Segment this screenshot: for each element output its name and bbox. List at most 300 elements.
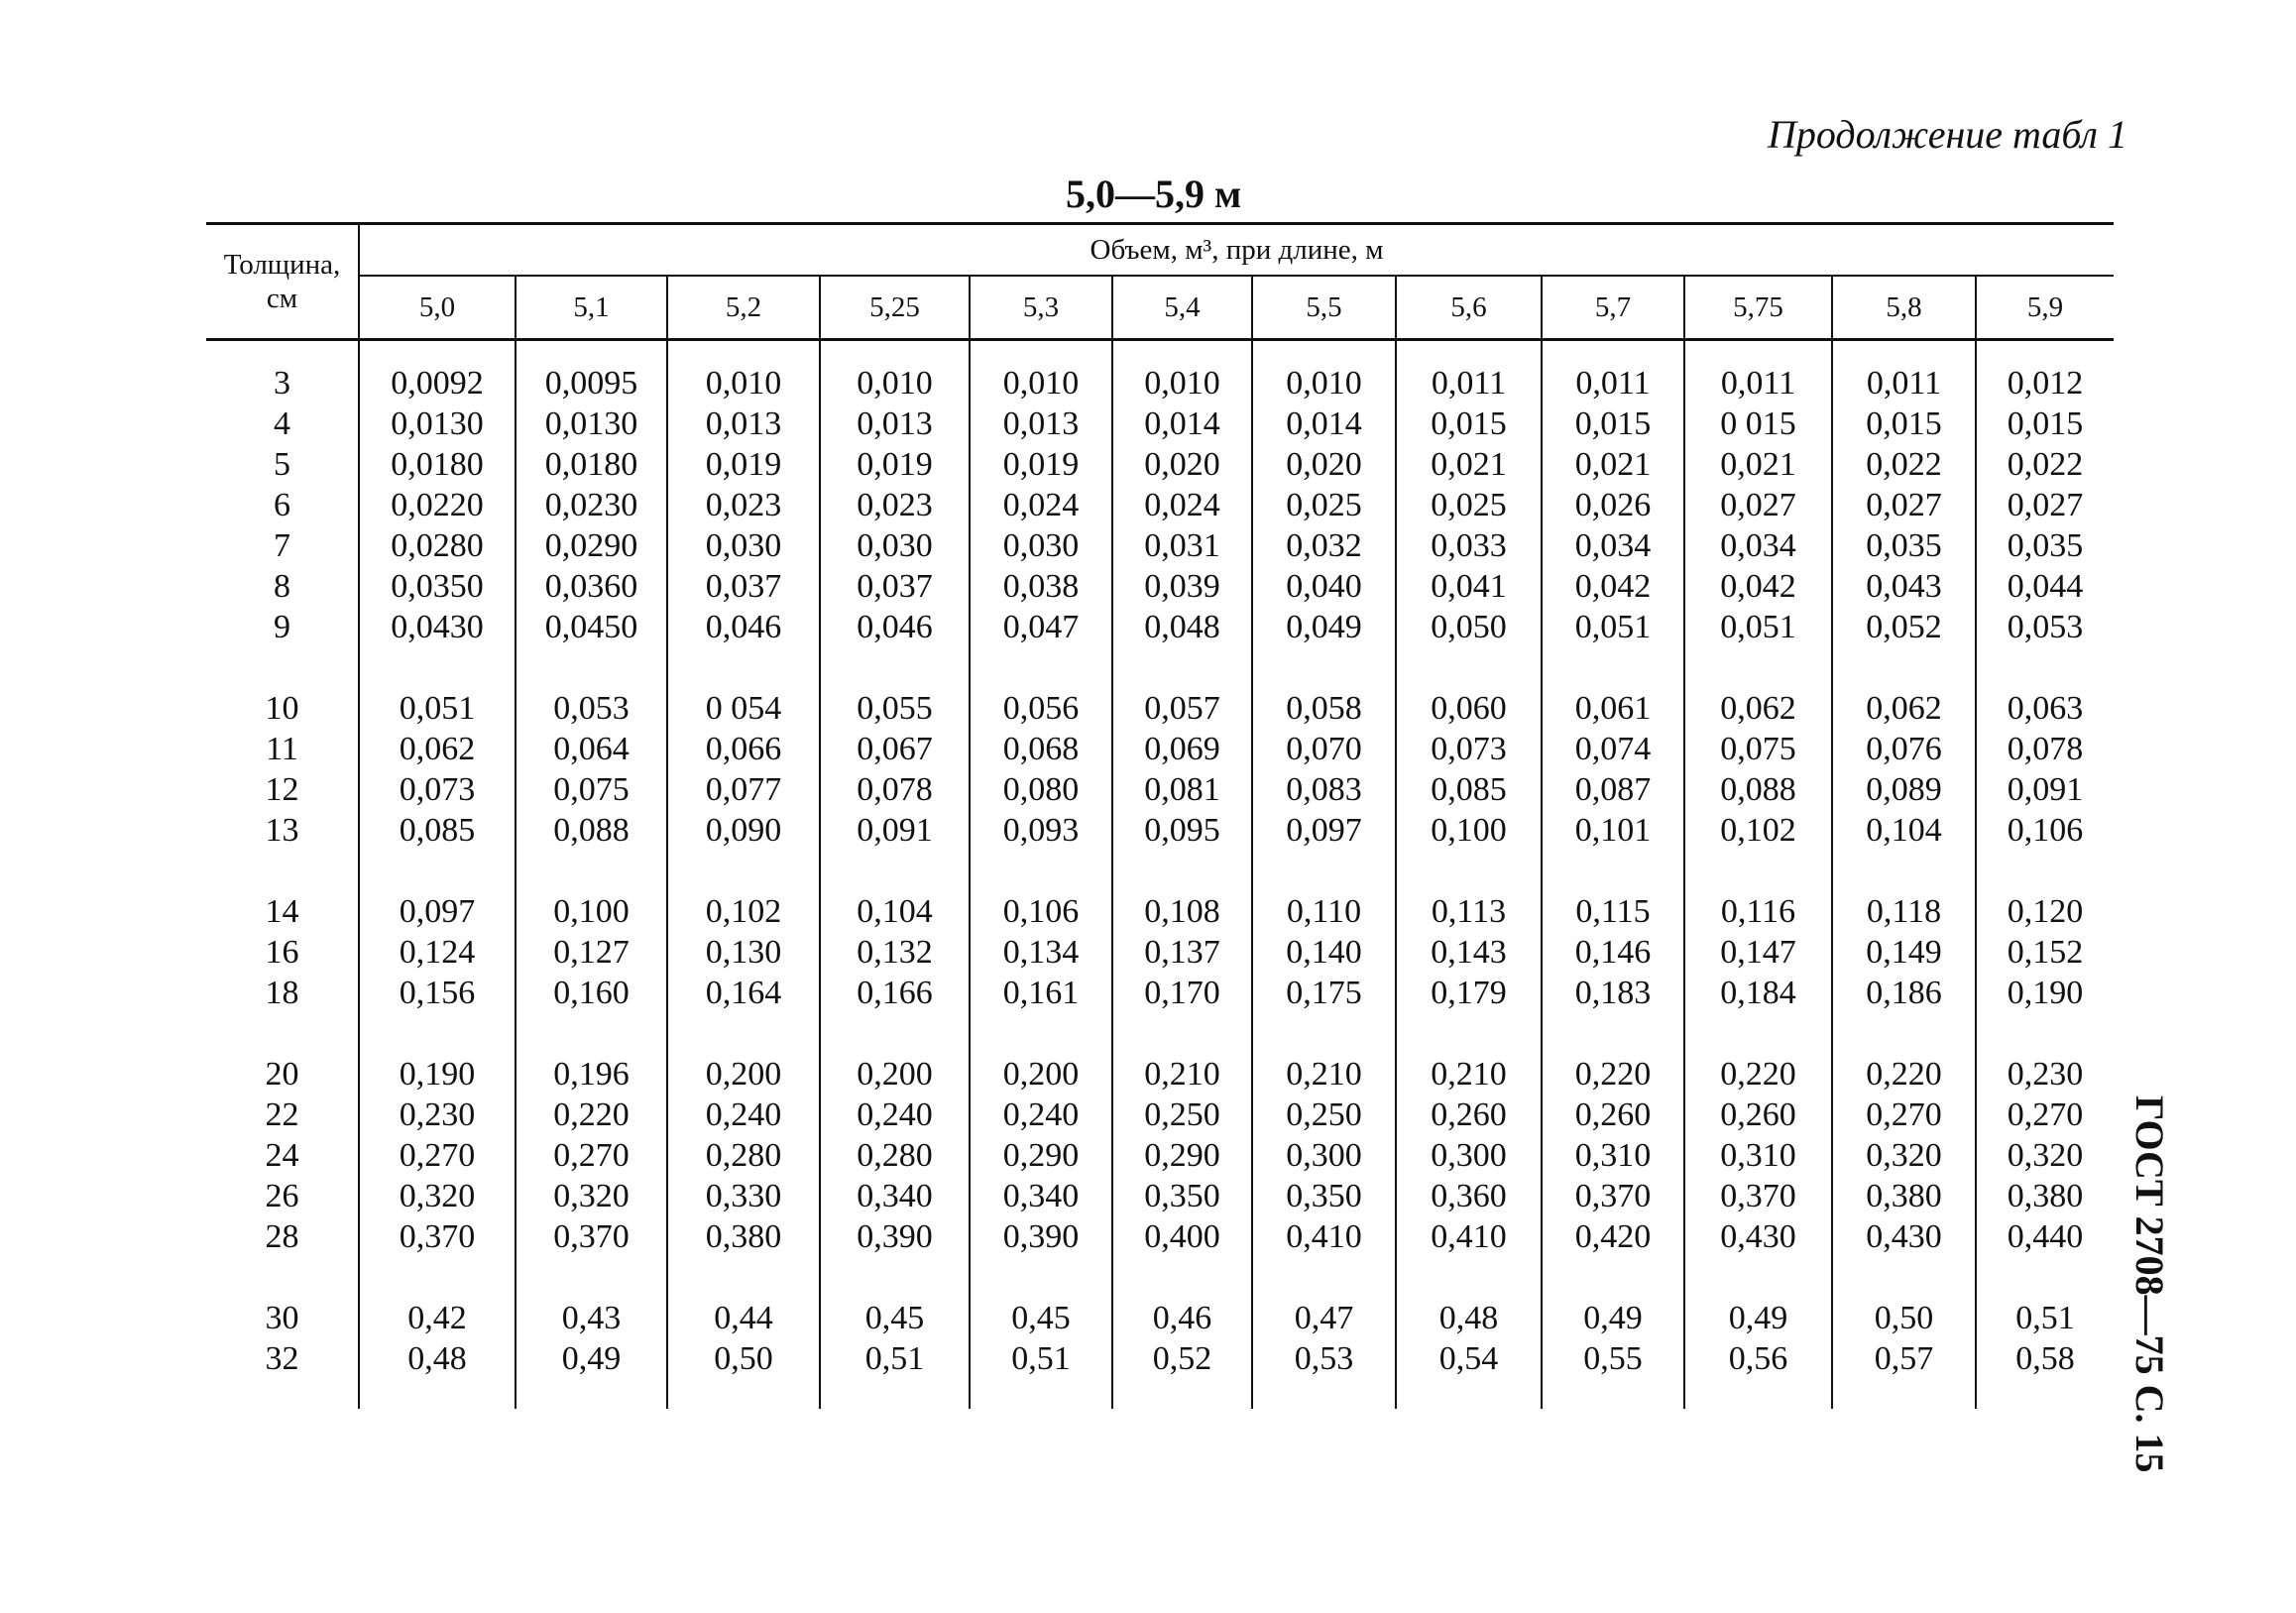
spacer-cell [1684, 1379, 1832, 1409]
volume-cell: 0,078 [820, 769, 970, 810]
volume-cell: 0,062 [1832, 688, 1976, 729]
volume-cell: 0,175 [1252, 973, 1396, 1013]
volume-cell: 0,52 [1112, 1338, 1252, 1379]
table-row [206, 1176, 2114, 1216]
thickness-cell: 20 [206, 1054, 359, 1095]
spacer-cell [1112, 647, 1252, 688]
volume-cell: 0,011 [1396, 363, 1542, 403]
length-header-cell: 5,25 [820, 276, 970, 340]
volume-cell: 0,149 [1832, 932, 1976, 973]
volume-cell: 0,067 [820, 729, 970, 769]
spacer-cell [970, 1379, 1112, 1409]
volume-cell: 0,081 [1112, 769, 1252, 810]
volume-cell: 0,120 [2007, 892, 2084, 930]
spacer-cell [970, 647, 1112, 688]
volume-cell: 0,160 [516, 973, 667, 1013]
volume-cell: 0,0220 [359, 485, 516, 525]
volume-cell: 0,021 [1542, 444, 1684, 485]
volume-cell: 0,46 [1112, 1298, 1252, 1338]
volume-cell: 0,280 [820, 1135, 970, 1176]
thickness-header: Толщина, см [206, 224, 359, 340]
volume-cell: 0,076 [1832, 729, 1976, 769]
volume-cell: 0,183 [1542, 973, 1684, 1013]
volume-cell: 0,080 [970, 769, 1112, 810]
volume-cell: 0,063 [2007, 689, 2084, 727]
volume-cell: 0,030 [820, 525, 970, 566]
volume-cell: 0,0230 [516, 485, 667, 525]
volume-cell: 0,340 [820, 1176, 970, 1216]
volume-cell: 0,161 [970, 973, 1112, 1013]
volume-cell: 0,200 [667, 1054, 820, 1095]
volume-cell: 0,053 [2007, 608, 2084, 645]
volume-cell: 0,038 [970, 566, 1112, 607]
thickness-cell: 8 [206, 566, 359, 607]
spacer-row [206, 647, 2114, 688]
volume-cell: 0,039 [1112, 566, 1252, 607]
spacer-cell [359, 340, 516, 364]
volume-cell: 0,058 [1252, 688, 1396, 729]
volume-cell: 0,024 [970, 485, 1112, 525]
volume-cell: 0,020 [1252, 444, 1396, 485]
spacer-cell [1112, 1379, 1252, 1409]
spacer-cell [1684, 647, 1832, 688]
volume-cell: 0,052 [1832, 607, 1976, 647]
volume-cell: 0,034 [1542, 525, 1684, 566]
thickness-cell: 10 [206, 688, 359, 729]
spacer-cell [667, 851, 820, 891]
volume-cell: 0,097 [359, 891, 516, 932]
spacer-cell [516, 340, 667, 364]
table-row [206, 810, 2114, 851]
volume-cell: 0,48 [359, 1338, 516, 1379]
spacer-cell [359, 1013, 516, 1054]
volume-cell: 0,240 [820, 1095, 970, 1135]
volume-cell: 0,010 [970, 363, 1112, 403]
volume-cell: 0,430 [1832, 1216, 1976, 1257]
volume-cell: 0,48 [1396, 1298, 1542, 1338]
volume-cell: 0,370 [359, 1216, 516, 1257]
volume-cell: 0,270 [516, 1135, 667, 1176]
volume-cell: 0,179 [1396, 973, 1542, 1013]
volume-cell: 0,200 [820, 1054, 970, 1095]
volume-cell: 0,021 [1684, 444, 1832, 485]
volume-cell: 0,54 [1396, 1338, 1542, 1379]
length-header-cell: 5,1 [516, 276, 667, 340]
volume-cell: 0,051 [359, 688, 516, 729]
table-row [206, 403, 2114, 444]
volume-cell: 0,196 [516, 1054, 667, 1095]
length-header-cell: 5,8 [1832, 276, 1976, 340]
spacer-row [206, 851, 2114, 891]
volume-cell: 0,051 [1684, 607, 1832, 647]
volume-cell: 0,0095 [516, 363, 667, 403]
volume-cell: 0,132 [820, 932, 970, 973]
volume-cell: 0,44 [667, 1298, 820, 1338]
volume-cell: 0,035 [1832, 525, 1976, 566]
volume-cell: 0,55 [1542, 1338, 1684, 1379]
spacer-cell [1542, 340, 1684, 364]
spacer-cell [206, 340, 359, 364]
volume-cell: 0,093 [970, 810, 1112, 851]
volume-cell: 0,0130 [359, 403, 516, 444]
length-header-cell: 5,75 [1684, 276, 1832, 340]
volume-header-text: Объем, м³, при длине, м [1090, 233, 1384, 266]
spacer-row [206, 1013, 2114, 1054]
volume-cell: 0,110 [1252, 891, 1396, 932]
volume-cell: 0,095 [1112, 810, 1252, 851]
volume-cell: 0,089 [1832, 769, 1976, 810]
volume-cell: 0,025 [1396, 485, 1542, 525]
volume-cell: 0,240 [970, 1095, 1112, 1135]
table-row [206, 1338, 2114, 1379]
volume-cell: 0,51 [2015, 1299, 2075, 1336]
spacer-cell [820, 1379, 970, 1409]
volume-cell: 0,118 [1832, 891, 1976, 932]
length-header-cell: 5,4 [1112, 276, 1252, 340]
volume-cell: 0,440 [2007, 1217, 2084, 1255]
volume-cell: 0,011 [1542, 363, 1684, 403]
volume-cell: 0,087 [1542, 769, 1684, 810]
volume-cell: 0,085 [359, 810, 516, 851]
volume-cell: 0,47 [1252, 1298, 1396, 1338]
thickness-cell: 18 [206, 973, 359, 1013]
volume-cell: 0,013 [970, 403, 1112, 444]
volume-cell: 0,037 [667, 566, 820, 607]
volume-cell: 0,43 [516, 1298, 667, 1338]
spacer-cell [1396, 1379, 1542, 1409]
volume-cell: 0,027 [1684, 485, 1832, 525]
volume-cell: 0,410 [1252, 1216, 1396, 1257]
thickness-cell: 13 [206, 810, 359, 851]
spacer-cell [1396, 647, 1542, 688]
thickness-cell: 28 [206, 1216, 359, 1257]
volume-cell: 0,200 [970, 1054, 1112, 1095]
volume-cell: 0,034 [1684, 525, 1832, 566]
thickness-cell: 24 [206, 1135, 359, 1176]
document-side-label: ГОСТ 2708—75 С. 15 [2127, 1095, 2172, 1473]
volume-cell: 0,220 [1684, 1054, 1832, 1095]
volume-cell: 0,220 [516, 1095, 667, 1135]
volume-cell: 0,270 [1832, 1095, 1976, 1135]
spacer-cell [206, 1013, 359, 1054]
spacer-cell [667, 340, 820, 364]
volume-cell: 0,45 [820, 1298, 970, 1338]
volume-cell: 0,380 [2007, 1177, 2084, 1214]
volume-cell: 0,075 [516, 769, 667, 810]
spacer-cell [1542, 647, 1684, 688]
spacer-cell [1112, 1013, 1252, 1054]
volume-cell: 0,010 [1252, 363, 1396, 403]
thickness-cell: 7 [206, 525, 359, 566]
volume-cell: 0,340 [970, 1176, 1112, 1216]
spacer-row [206, 340, 2114, 364]
volume-cell: 0,220 [1542, 1054, 1684, 1095]
length-header-cell: 5,7 [1542, 276, 1684, 340]
spacer-cell [970, 1013, 1112, 1054]
volume-cell: 0,013 [667, 403, 820, 444]
spacer-cell [1396, 1013, 1542, 1054]
volume-cell: 0,100 [516, 891, 667, 932]
volume-cell: 0,088 [1684, 769, 1832, 810]
volume-cell: 0,0290 [516, 525, 667, 566]
volume-cell: 0,042 [1542, 566, 1684, 607]
volume-cell: 0,022 [2007, 445, 2084, 483]
volume-cell: 0,210 [1396, 1054, 1542, 1095]
volume-cell: 0,0180 [359, 444, 516, 485]
spacer-cell [1976, 851, 2114, 891]
spacer-cell [1542, 851, 1684, 891]
volume-cell: 0,320 [1832, 1135, 1976, 1176]
volume-cell: 0 015 [1684, 403, 1832, 444]
volume-cell: 0,280 [667, 1135, 820, 1176]
volume-cell: 0,320 [359, 1176, 516, 1216]
volume-cell: 0,140 [1252, 932, 1396, 973]
volume-cell: 0,032 [1252, 525, 1396, 566]
volume-cell: 0,57 [1832, 1338, 1976, 1379]
volume-cell: 0,062 [1684, 688, 1832, 729]
spacer-cell [820, 647, 970, 688]
volume-cell: 0,073 [359, 769, 516, 810]
volume-cell: 0,0130 [516, 403, 667, 444]
volume-cell: 0,022 [1832, 444, 1976, 485]
table-row [206, 932, 2114, 973]
volume-cell: 0,166 [820, 973, 970, 1013]
spacer-row [206, 1257, 2114, 1298]
spacer-cell [206, 1379, 359, 1409]
volume-cell: 0,260 [1396, 1095, 1542, 1135]
volume-cell: 0,320 [516, 1176, 667, 1216]
volume-cell: 0,025 [1252, 485, 1396, 525]
volume-cell: 0,240 [667, 1095, 820, 1135]
table-row [206, 363, 2114, 403]
volume-cell: 0,010 [667, 363, 820, 403]
volume-cell: 0,041 [1396, 566, 1542, 607]
volume-cell: 0,035 [2007, 526, 2084, 564]
volume-cell: 0,019 [970, 444, 1112, 485]
spacer-row [206, 1379, 2114, 1409]
spacer-cell [820, 1013, 970, 1054]
volume-cell: 0,115 [1542, 891, 1684, 932]
volume-cell: 0,260 [1684, 1095, 1832, 1135]
volume-cell: 0,062 [359, 729, 516, 769]
volume-cell: 0,370 [1542, 1176, 1684, 1216]
volume-cell: 0,015 [1832, 403, 1976, 444]
volume-cell: 0,091 [2007, 770, 2084, 808]
spacer-cell [1832, 647, 1976, 688]
spacer-cell [1396, 1257, 1542, 1298]
spacer-cell [1112, 851, 1252, 891]
volume-cell: 0,031 [1112, 525, 1252, 566]
length-header-row [206, 276, 2114, 340]
volume-cell: 0,023 [820, 485, 970, 525]
spacer-cell [1252, 851, 1396, 891]
volume-cell: 0,45 [970, 1298, 1112, 1338]
table-row [206, 607, 2114, 647]
volume-cell: 0,030 [970, 525, 1112, 566]
spacer-cell [1252, 1257, 1396, 1298]
spacer-cell [1542, 1013, 1684, 1054]
thickness-cell: 4 [206, 403, 359, 444]
volume-cell: 0,53 [1252, 1338, 1396, 1379]
volume-cell: 0,049 [1252, 607, 1396, 647]
volume-cell: 0,051 [1542, 607, 1684, 647]
volume-cell: 0,075 [1684, 729, 1832, 769]
spacer-cell [1976, 340, 2114, 364]
volume-cell: 0,184 [1684, 973, 1832, 1013]
volume-cell: 0,013 [820, 403, 970, 444]
volume-cell: 0,014 [1252, 403, 1396, 444]
thickness-cell: 30 [206, 1298, 359, 1338]
table-row [206, 1135, 2114, 1176]
volume-cell: 0,190 [359, 1054, 516, 1095]
spacer-cell [1542, 1379, 1684, 1409]
volume-cell: 0,014 [1112, 403, 1252, 444]
volume-cell: 0,0430 [359, 607, 516, 647]
volume-cell: 0,51 [820, 1338, 970, 1379]
spacer-cell [970, 1257, 1112, 1298]
volume-cell: 0,230 [2007, 1055, 2084, 1093]
spacer-cell [1684, 1257, 1832, 1298]
table-row [206, 566, 2114, 607]
volume-cell: 0,380 [667, 1216, 820, 1257]
volume-cell: 0,073 [1396, 729, 1542, 769]
volume-cell: 0,011 [1832, 363, 1976, 403]
volume-cell: 0,0180 [516, 444, 667, 485]
volume-cell: 0,310 [1542, 1135, 1684, 1176]
volume-cell: 0,400 [1112, 1216, 1252, 1257]
thickness-cell: 3 [206, 363, 359, 403]
thickness-cell: 32 [206, 1338, 359, 1379]
volume-cell: 0,066 [667, 729, 820, 769]
volume-table [206, 222, 2114, 1409]
spacer-cell [970, 340, 1112, 364]
spacer-cell [359, 1379, 516, 1409]
thickness-cell: 14 [206, 891, 359, 932]
volume-cell: 0,090 [667, 810, 820, 851]
volume-cell: 0,106 [2007, 811, 2084, 849]
volume-cell: 0,015 [1396, 403, 1542, 444]
volume-cell: 0,164 [667, 973, 820, 1013]
volume-cell: 0,106 [970, 891, 1112, 932]
volume-cell: 0,050 [1396, 607, 1542, 647]
volume-cell: 0,360 [1396, 1176, 1542, 1216]
volume-cell: 0,044 [2007, 567, 2084, 605]
spacer-cell [667, 647, 820, 688]
volume-cell: 0,074 [1542, 729, 1684, 769]
volume-cell: 0,220 [1832, 1054, 1976, 1095]
table-row [206, 1095, 2114, 1135]
spacer-cell [1832, 1013, 1976, 1054]
volume-cell: 0,100 [1396, 810, 1542, 851]
volume-cell: 0,42 [359, 1298, 516, 1338]
volume-cell: 0,040 [1252, 566, 1396, 607]
volume-cell: 0,147 [1684, 932, 1832, 973]
volume-cell: 0,50 [1832, 1298, 1976, 1338]
spacer-cell [359, 1257, 516, 1298]
volume-cell: 0,430 [1684, 1216, 1832, 1257]
thickness-cell: 9 [206, 607, 359, 647]
volume-cell: 0,116 [1684, 891, 1832, 932]
volume-cell: 0,290 [970, 1135, 1112, 1176]
volume-cell: 0,019 [667, 444, 820, 485]
volume-cell: 0,070 [1252, 729, 1396, 769]
volume-cell: 0,104 [820, 891, 970, 932]
spacer-cell [359, 851, 516, 891]
table-row [206, 1298, 2114, 1338]
spacer-cell [667, 1379, 820, 1409]
table-row [206, 973, 2114, 1013]
volume-cell: 0,078 [2007, 730, 2084, 767]
table-row [206, 1216, 2114, 1257]
table-row [206, 525, 2114, 566]
spacer-cell [667, 1013, 820, 1054]
volume-cell: 0,270 [2007, 1095, 2084, 1133]
volume-cell: 0,019 [820, 444, 970, 485]
thickness-cell: 22 [206, 1095, 359, 1135]
volume-cell: 0,064 [516, 729, 667, 769]
spacer-cell [1112, 1257, 1252, 1298]
volume-cell: 0,250 [1112, 1095, 1252, 1135]
spacer-cell [820, 851, 970, 891]
spacer-cell [1252, 1379, 1396, 1409]
spacer-cell [206, 647, 359, 688]
volume-cell: 0,390 [970, 1216, 1112, 1257]
volume-cell: 0,077 [667, 769, 820, 810]
thickness-cell: 12 [206, 769, 359, 810]
volume-cell: 0,046 [667, 607, 820, 647]
volume-cell: 0,260 [1542, 1095, 1684, 1135]
volume-cell: 0,49 [1684, 1298, 1832, 1338]
spacer-cell [1976, 1379, 2114, 1409]
spacer-cell [206, 1257, 359, 1298]
volume-cell: 0,210 [1252, 1054, 1396, 1095]
spacer-cell [1112, 340, 1252, 364]
volume-cell: 0,146 [1542, 932, 1684, 973]
volume-cell: 0,024 [1112, 485, 1252, 525]
spacer-cell [1684, 851, 1832, 891]
spacer-cell [516, 647, 667, 688]
volume-cell: 0,010 [1112, 363, 1252, 403]
volume-cell: 0,143 [1396, 932, 1542, 973]
volume-cell: 0,055 [820, 688, 970, 729]
volume-cell: 0,037 [820, 566, 970, 607]
volume-cell: 0,350 [1252, 1176, 1396, 1216]
spacer-cell [1252, 647, 1396, 688]
spacer-cell [516, 1379, 667, 1409]
table-row [206, 485, 2114, 525]
spacer-cell [206, 851, 359, 891]
volume-cell: 0,015 [2007, 404, 2084, 442]
volume-cell: 0,300 [1252, 1135, 1396, 1176]
table-row [206, 729, 2114, 769]
length-header-cell: 5,2 [667, 276, 820, 340]
volume-cell: 0,015 [1542, 403, 1684, 444]
spacer-cell [516, 851, 667, 891]
volume-cell: 0,290 [1112, 1135, 1252, 1176]
volume-cell: 0,0360 [516, 566, 667, 607]
spacer-cell [516, 1013, 667, 1054]
volume-cell: 0,56 [1684, 1338, 1832, 1379]
thickness-cell: 26 [206, 1176, 359, 1216]
table-row [206, 1054, 2114, 1095]
volume-cell: 0,057 [1112, 688, 1252, 729]
spacer-cell [1542, 1257, 1684, 1298]
volume-cell: 0,134 [970, 932, 1112, 973]
table-row [206, 444, 2114, 485]
volume-cell: 0,056 [970, 688, 1112, 729]
volume-cell: 0,0092 [359, 363, 516, 403]
length-header-cell: 5,0 [359, 276, 516, 340]
